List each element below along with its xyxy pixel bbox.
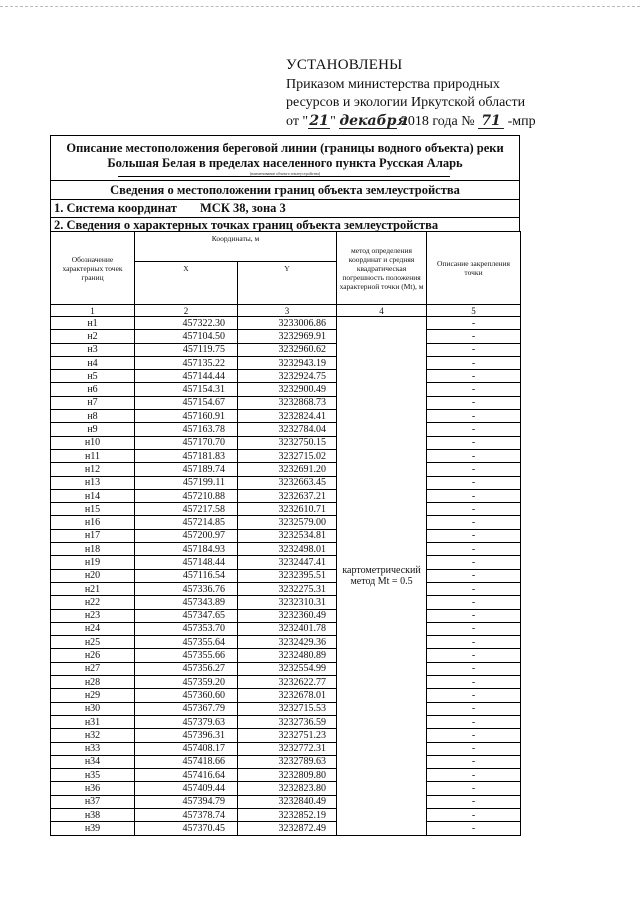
point-name: н5	[51, 370, 135, 383]
point-name: н37	[51, 795, 135, 808]
coord-x: 457104.50	[135, 330, 238, 343]
fixation-description: -	[427, 343, 521, 356]
coord-y: 3232395.51	[238, 569, 337, 582]
approval-line-1: Приказом министерства природных	[286, 76, 500, 92]
point-name: н8	[51, 410, 135, 423]
method-cell: картометрический метод Mt = 0.5	[337, 317, 427, 836]
year-text: 2018 года №	[400, 113, 475, 129]
coord-x: 457154.31	[135, 383, 238, 396]
coord-y: 3232969.91	[238, 330, 337, 343]
section-title: Сведения о местоположении границ объекта землеустройства	[110, 183, 460, 197]
scan-top-edge	[0, 6, 640, 7]
fixation-description: -	[427, 742, 521, 755]
coord-y: 3232736.59	[238, 715, 337, 728]
coord-y: 3232823.80	[238, 782, 337, 795]
fixation-description: -	[427, 423, 521, 436]
coord-x: 457416.64	[135, 769, 238, 782]
fixation-description: -	[427, 808, 521, 821]
column-number: 3	[238, 305, 337, 317]
point-name: н7	[51, 396, 135, 409]
coord-x: 457394.79	[135, 795, 238, 808]
table-row	[51, 795, 521, 808]
point-name: н13	[51, 476, 135, 489]
point-name: н27	[51, 662, 135, 675]
fixation-description: -	[427, 370, 521, 383]
table-row	[51, 529, 521, 542]
point-name: н10	[51, 436, 135, 449]
coord-x: 457217.58	[135, 503, 238, 516]
approval-title: УСТАНОВЛЕНЫ	[286, 57, 403, 73]
fixation-description: -	[427, 715, 521, 728]
point-name: н32	[51, 729, 135, 742]
table-row	[51, 370, 521, 383]
coord-x: 457355.64	[135, 636, 238, 649]
table-row	[51, 729, 521, 742]
coord-y: 3232637.21	[238, 489, 337, 502]
coord-y: 3232750.15	[238, 436, 337, 449]
fixation-description: -	[427, 503, 521, 516]
coord-x: 457355.66	[135, 649, 238, 662]
table-row	[51, 636, 521, 649]
point-name: н21	[51, 582, 135, 595]
coord-y: 3232554.99	[238, 662, 337, 675]
coord-x: 457210.88	[135, 489, 238, 502]
point-name: н11	[51, 449, 135, 462]
point-name: н26	[51, 649, 135, 662]
point-name: н6	[51, 383, 135, 396]
table-row	[51, 556, 521, 569]
approval-date-line	[286, 113, 626, 132]
object-description	[50, 141, 520, 171]
point-name: н15	[51, 503, 135, 516]
column-number: 4	[337, 305, 427, 317]
point-name: н4	[51, 356, 135, 369]
point-name: н2	[51, 330, 135, 343]
coord-x: 457347.65	[135, 609, 238, 622]
column-number: 1	[51, 305, 135, 317]
column-number: 5	[427, 305, 521, 317]
coord-x: 457160.91	[135, 410, 238, 423]
coord-y: 3232360.49	[238, 609, 337, 622]
point-name: н23	[51, 609, 135, 622]
table-row	[51, 330, 521, 343]
coord-x: 457378.74	[135, 808, 238, 821]
point-name: н17	[51, 529, 135, 542]
fixation-description: -	[427, 396, 521, 409]
table-row	[51, 317, 521, 330]
fixation-description: -	[427, 782, 521, 795]
point-name: н25	[51, 636, 135, 649]
point-name: н22	[51, 596, 135, 609]
point-name: н28	[51, 676, 135, 689]
order-suffix: -мпр	[507, 113, 536, 129]
table-row	[51, 463, 521, 476]
coord-y: 3232960.62	[238, 343, 337, 356]
column-number: 2	[135, 305, 238, 317]
approval-stamp	[286, 56, 626, 131]
coord-y: 3232429.36	[238, 636, 337, 649]
coord-x: 457119.75	[135, 343, 238, 356]
fixation-description: -	[427, 516, 521, 529]
fixation-description: -	[427, 822, 521, 835]
coord-y: 3232678.01	[238, 689, 337, 702]
coord-y: 3232275.31	[238, 582, 337, 595]
table-row	[51, 742, 521, 755]
point-name: н30	[51, 702, 135, 715]
coord-x: 457356.27	[135, 662, 238, 675]
coord-x: 457116.54	[135, 569, 238, 582]
fixation-description: -	[427, 449, 521, 462]
table-row	[51, 808, 521, 821]
description-line-1: Описание местоположения береговой линии (границы водного объекта) реки	[66, 141, 504, 155]
point-name: н1	[51, 317, 135, 330]
fixation-description: -	[427, 317, 521, 330]
coord-y: 3232872.49	[238, 822, 337, 835]
divider	[50, 199, 520, 200]
table-row	[51, 596, 521, 609]
table-row	[51, 396, 521, 409]
coord-x: 457322.30	[135, 317, 238, 330]
points-heading: 2. Сведения о характерных точках границ объекта землеустройства	[54, 218, 439, 232]
coord-y: 3232310.31	[238, 596, 337, 609]
header-fixation: Описание закрепления точки	[427, 232, 521, 305]
coord-x: 457144.44	[135, 370, 238, 383]
coord-x: 457409.44	[135, 782, 238, 795]
coord-y: 3232622.77	[238, 676, 337, 689]
header-point-designation: Обозначение характерных точек границ	[51, 232, 135, 305]
point-name: н34	[51, 755, 135, 768]
coord-x: 457154.67	[135, 396, 238, 409]
divider	[50, 180, 520, 181]
handwritten-day: 21	[309, 112, 329, 129]
fixation-description: -	[427, 622, 521, 635]
fixation-description: -	[427, 676, 521, 689]
point-name: н19	[51, 556, 135, 569]
coord-y: 3232715.02	[238, 449, 337, 462]
description-underline	[118, 176, 450, 177]
table-row	[51, 755, 521, 768]
coord-x: 457396.31	[135, 729, 238, 742]
table-row	[51, 822, 521, 835]
point-name: н16	[51, 516, 135, 529]
table-row	[51, 582, 521, 595]
fixation-description: -	[427, 383, 521, 396]
table-row	[51, 782, 521, 795]
coord-x: 457170.70	[135, 436, 238, 449]
coord-x: 457199.11	[135, 476, 238, 489]
point-name: н18	[51, 543, 135, 556]
point-name: н24	[51, 622, 135, 635]
coord-y: 3232610.71	[238, 503, 337, 516]
point-name: н12	[51, 463, 135, 476]
description-line-2: Большая Белая в пределах населенного пункта Русская Аларь	[107, 156, 463, 170]
description-caption: (наименование объекта землеустройства)	[249, 171, 321, 176]
coord-x: 457184.93	[135, 543, 238, 556]
handwritten-order-number: 71	[478, 114, 504, 129]
fixation-description: -	[427, 556, 521, 569]
coord-system-value: МСК 38, зона 3	[200, 201, 286, 215]
coord-y: 3232447.41	[238, 556, 337, 569]
column-numbers-row	[51, 305, 521, 317]
point-name: н29	[51, 689, 135, 702]
fixation-description: -	[427, 662, 521, 675]
fixation-description: -	[427, 543, 521, 556]
coord-y: 3232824.41	[238, 410, 337, 423]
table-row	[51, 410, 521, 423]
table-row	[51, 516, 521, 529]
coord-x: 457181.83	[135, 449, 238, 462]
fixation-description: -	[427, 489, 521, 502]
point-name: н33	[51, 742, 135, 755]
table-row	[51, 769, 521, 782]
point-name: н39	[51, 822, 135, 835]
coord-x: 457370.45	[135, 822, 238, 835]
coord-y: 3232534.81	[238, 529, 337, 542]
table-row	[51, 423, 521, 436]
point-name: н14	[51, 489, 135, 502]
coord-y: 3232840.49	[238, 795, 337, 808]
coord-y: 3232943.19	[238, 356, 337, 369]
coord-x: 457367.79	[135, 702, 238, 715]
coord-y: 3232401.78	[238, 622, 337, 635]
coord-y: 3232809.80	[238, 769, 337, 782]
header-x: X	[135, 262, 238, 305]
coord-y: 3232924.75	[238, 370, 337, 383]
table-row	[51, 715, 521, 728]
fixation-description: -	[427, 609, 521, 622]
coord-y: 3232751.23	[238, 729, 337, 742]
fixation-description: -	[427, 729, 521, 742]
point-name: н31	[51, 715, 135, 728]
coord-x: 457408.17	[135, 742, 238, 755]
fixation-description: -	[427, 582, 521, 595]
header-method: метод определения координат и средняя квадратическая погрешность положения характерной точки (Mt), м	[337, 232, 427, 305]
table-row	[51, 449, 521, 462]
handwritten-month: декабря	[339, 112, 408, 129]
table-row	[51, 689, 521, 702]
fixation-description: -	[427, 463, 521, 476]
coord-x: 457353.70	[135, 622, 238, 635]
coord-y: 3232715.53	[238, 702, 337, 715]
coord-x: 457189.74	[135, 463, 238, 476]
coord-y: 3232789.63	[238, 755, 337, 768]
coord-x: 457360.60	[135, 689, 238, 702]
coord-x: 457163.78	[135, 423, 238, 436]
fixation-description: -	[427, 356, 521, 369]
table-row	[51, 383, 521, 396]
coord-x: 457343.89	[135, 596, 238, 609]
table-row	[51, 356, 521, 369]
fixation-description: -	[427, 795, 521, 808]
date-quote-close: "	[330, 113, 336, 129]
coord-x: 457336.76	[135, 582, 238, 595]
point-name: н35	[51, 769, 135, 782]
approval-line-2: ресурсов и экологии Иркутской области	[286, 95, 526, 110]
coord-y: 3232579.00	[238, 516, 337, 529]
date-prefix: от "	[286, 113, 309, 129]
point-name: н36	[51, 782, 135, 795]
table-row	[51, 649, 521, 662]
coord-y: 3232498.01	[238, 543, 337, 556]
coord-y: 3232784.04	[238, 423, 337, 436]
fixation-description: -	[427, 636, 521, 649]
table-row	[51, 609, 521, 622]
fixation-description: -	[427, 769, 521, 782]
header-y: Y	[238, 262, 337, 305]
table-row	[51, 543, 521, 556]
table-row	[51, 476, 521, 489]
coord-x: 457214.85	[135, 516, 238, 529]
coord-y: 3232900.49	[238, 383, 337, 396]
coord-y: 3232691.20	[238, 463, 337, 476]
fixation-description: -	[427, 569, 521, 582]
coord-x: 457359.20	[135, 676, 238, 689]
coord-y: 3232852.19	[238, 808, 337, 821]
coord-x: 457135.22	[135, 356, 238, 369]
fixation-description: -	[427, 476, 521, 489]
table-row	[51, 676, 521, 689]
table-row	[51, 503, 521, 516]
coord-y: 3233006.86	[238, 317, 337, 330]
table-row	[51, 569, 521, 582]
point-name: н9	[51, 423, 135, 436]
fixation-description: -	[427, 436, 521, 449]
fixation-description: -	[427, 529, 521, 542]
table-row	[51, 343, 521, 356]
coord-system-label: 1. Система координат	[54, 201, 177, 215]
table-row	[51, 662, 521, 675]
coord-x: 457148.44	[135, 556, 238, 569]
table-row	[51, 622, 521, 635]
coord-y: 3232868.73	[238, 396, 337, 409]
points-table	[50, 231, 521, 836]
fixation-description: -	[427, 689, 521, 702]
coord-x: 457418.66	[135, 755, 238, 768]
point-name: н3	[51, 343, 135, 356]
fixation-description: -	[427, 410, 521, 423]
table-row	[51, 436, 521, 449]
point-name: н20	[51, 569, 135, 582]
coord-x: 457200.97	[135, 529, 238, 542]
coord-y: 3232480.89	[238, 649, 337, 662]
fixation-description: -	[427, 755, 521, 768]
coord-y: 3232663.45	[238, 476, 337, 489]
coord-x: 457379.63	[135, 715, 238, 728]
fixation-description: -	[427, 596, 521, 609]
coord-y: 3232772.31	[238, 742, 337, 755]
header-coordinates: Координаты, м	[135, 232, 337, 262]
fixation-description: -	[427, 649, 521, 662]
table-row	[51, 489, 521, 502]
table-row	[51, 702, 521, 715]
fixation-description: -	[427, 330, 521, 343]
point-name: н38	[51, 808, 135, 821]
fixation-description: -	[427, 702, 521, 715]
